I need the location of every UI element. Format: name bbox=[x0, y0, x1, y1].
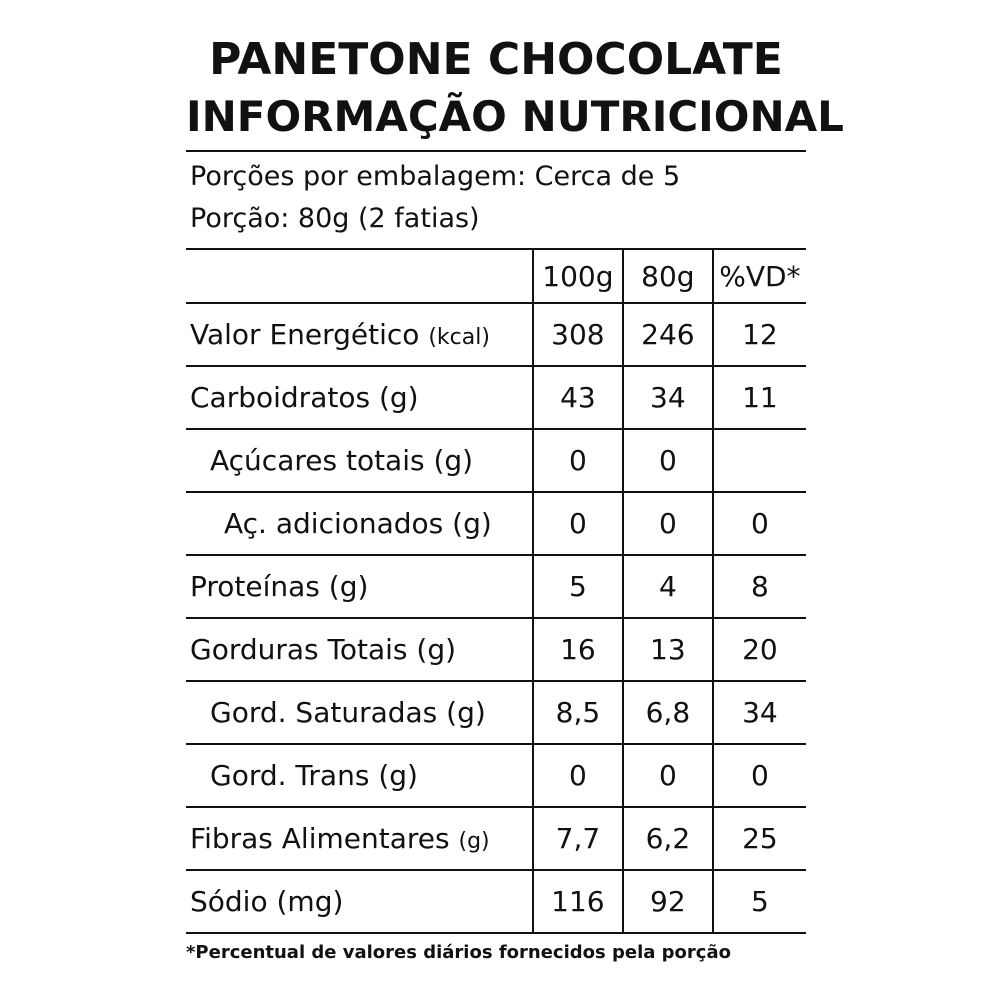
value-vd: 20 bbox=[713, 618, 806, 681]
value-80g: 92 bbox=[623, 870, 713, 933]
value-vd: 0 bbox=[713, 492, 806, 555]
value-80g: 246 bbox=[623, 303, 713, 366]
product-title: PANETONE CHOCOLATE bbox=[209, 34, 783, 85]
table-row bbox=[186, 870, 806, 933]
value-80g: 0 bbox=[623, 744, 713, 807]
column-header-vd: %VD* bbox=[713, 249, 806, 303]
nutrition-label bbox=[186, 30, 844, 963]
value-80g: 6,2 bbox=[623, 807, 713, 870]
value-80g: 13 bbox=[623, 618, 713, 681]
value-100g: 8,5 bbox=[533, 681, 623, 744]
table-row bbox=[186, 555, 806, 618]
nutrient-name: Gorduras Totais (g) bbox=[186, 618, 533, 681]
header-empty-cell bbox=[186, 249, 533, 303]
footnote: *Percentual de valores diários fornecidos pela porção bbox=[186, 942, 731, 963]
value-100g: 43 bbox=[533, 366, 623, 429]
servings-info bbox=[186, 150, 806, 240]
value-100g: 116 bbox=[533, 870, 623, 933]
column-header-100g: 100g bbox=[533, 249, 623, 303]
value-vd: 25 bbox=[713, 807, 806, 870]
value-100g: 7,7 bbox=[533, 807, 623, 870]
value-vd: 12 bbox=[713, 303, 806, 366]
servings-per-package: Porções por embalagem: Cerca de 5 bbox=[190, 161, 681, 192]
value-80g: 4 bbox=[623, 555, 713, 618]
table-row bbox=[186, 366, 806, 429]
value-100g: 16 bbox=[533, 618, 623, 681]
nutrition-table bbox=[186, 248, 806, 934]
value-100g: 0 bbox=[533, 744, 623, 807]
nutrient-name bbox=[186, 303, 533, 366]
table-row bbox=[186, 744, 806, 807]
table-header-row bbox=[186, 249, 806, 303]
table-row bbox=[186, 303, 806, 366]
value-vd: 34 bbox=[713, 681, 806, 744]
table-row bbox=[186, 681, 806, 744]
nutrient-name: Açúcares totais (g) bbox=[186, 429, 533, 492]
value-80g: 0 bbox=[623, 429, 713, 492]
value-80g: 34 bbox=[623, 366, 713, 429]
nutrition-title: INFORMAÇÃO NUTRICIONAL bbox=[186, 92, 844, 141]
value-vd: 0 bbox=[713, 744, 806, 807]
column-header-80g: 80g bbox=[623, 249, 713, 303]
value-100g: 0 bbox=[533, 492, 623, 555]
nutrient-label: Fibras Alimentares bbox=[190, 822, 450, 855]
table-row bbox=[186, 807, 806, 870]
value-100g: 308 bbox=[533, 303, 623, 366]
portion-size: Porção: 80g (2 fatias) bbox=[190, 203, 480, 234]
value-100g: 5 bbox=[533, 555, 623, 618]
nutrient-unit: (g) bbox=[458, 829, 490, 854]
nutrient-name: Sódio (mg) bbox=[186, 870, 533, 933]
nutrient-name bbox=[186, 807, 533, 870]
nutrient-name: Proteínas (g) bbox=[186, 555, 533, 618]
table-row bbox=[186, 618, 806, 681]
value-vd: 5 bbox=[713, 870, 806, 933]
nutrient-name: Gord. Saturadas (g) bbox=[186, 681, 533, 744]
nutrient-label: Valor Energético bbox=[190, 318, 420, 351]
nutrient-unit: (kcal) bbox=[428, 325, 490, 350]
value-vd bbox=[713, 429, 806, 492]
nutrient-name: Aç. adicionados (g) bbox=[186, 492, 533, 555]
value-100g: 0 bbox=[533, 429, 623, 492]
value-vd: 11 bbox=[713, 366, 806, 429]
table-row bbox=[186, 492, 806, 555]
value-vd: 8 bbox=[713, 555, 806, 618]
value-80g: 0 bbox=[623, 492, 713, 555]
nutrient-name: Carboidratos (g) bbox=[186, 366, 533, 429]
table-row bbox=[186, 429, 806, 492]
value-80g: 6,8 bbox=[623, 681, 713, 744]
nutrient-name: Gord. Trans (g) bbox=[186, 744, 533, 807]
